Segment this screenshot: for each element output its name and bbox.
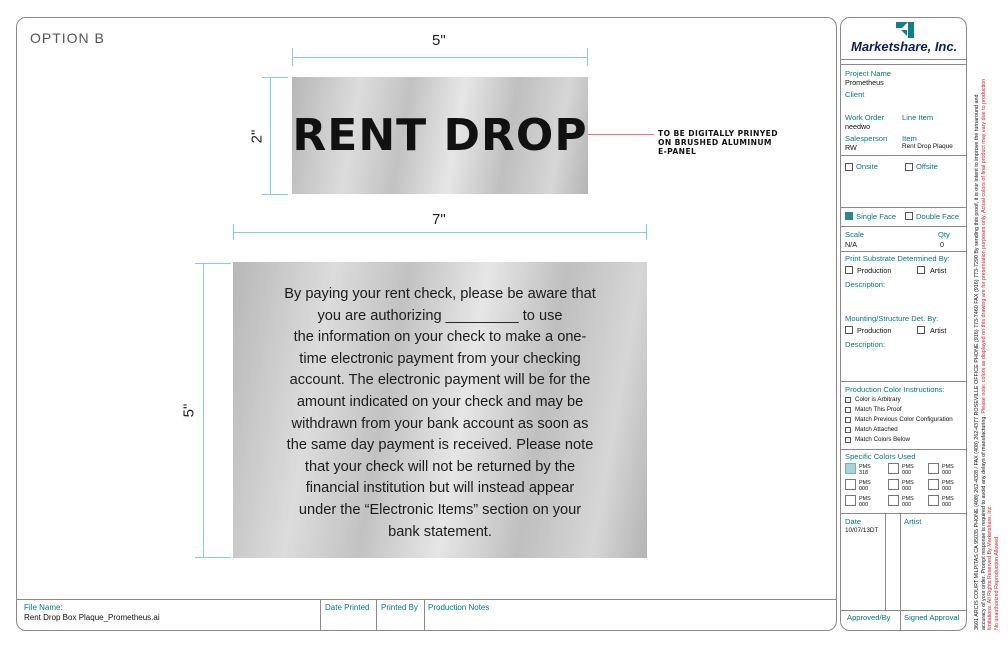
- dimension-tick: [292, 48, 293, 66]
- company-name: Marketshare, Inc.: [851, 39, 958, 54]
- panel-divider: [841, 64, 966, 65]
- item-value: Rent Drop Plaque: [902, 143, 953, 150]
- dimension-tick: [646, 224, 647, 240]
- substrate-production-checkbox[interactable]: [845, 266, 853, 274]
- date-printed-label: Date Printed: [325, 603, 370, 612]
- disclaimer-line-1: 3601 ARCIS COURT MILPITAS CA 95035 PHONE (408) 262-4328 / FAX (408) 262-4377 ROSEVILLE OFFICE PHONE (916) 773-7460 FAX (916) 773-7290 By sending this proof, it is our intent to improve the turnaround and: [974, 94, 980, 630]
- date-value: 10/07/13DT: [845, 527, 879, 534]
- swatch-label: PMS 000: [859, 496, 871, 508]
- notice-line: account. The electronic payment will be for the: [289, 372, 591, 389]
- callout-line: [588, 134, 654, 135]
- approved-by-label: Approved/By: [847, 613, 891, 622]
- panel-divider: [841, 381, 966, 382]
- width-dimension-line: [292, 57, 588, 58]
- color-swatch: [845, 495, 856, 506]
- color-swatch: [845, 479, 856, 490]
- callout-line-2: ON BRUSHED ALUMINUM: [658, 138, 772, 147]
- dimension-tick: [195, 263, 231, 264]
- panel-divider: [900, 513, 901, 631]
- match-below-checkbox[interactable]: [845, 437, 851, 443]
- swatch-label: PMS 000: [902, 464, 914, 476]
- notice-line: that your check will not be returned by the: [304, 458, 576, 475]
- signed-approval-label: Signed Approval: [904, 613, 960, 622]
- payment-notice-plaque: [233, 262, 647, 558]
- notice-line: By paying your rent check, please be aware that: [284, 286, 596, 302]
- substrate-artist-checkbox[interactable]: [917, 266, 925, 274]
- mounting-artist-label: Artist: [930, 326, 947, 335]
- color-swatch: [928, 463, 939, 474]
- substrate-production-label: Production: [857, 266, 892, 275]
- work-order-label: Work Order: [845, 113, 885, 122]
- width-dimension-line: [233, 232, 647, 233]
- notice-line: financial institution but will instead appear: [305, 480, 575, 497]
- height-dimension-line: [270, 77, 271, 194]
- notice-line: the information on your check to make a one-: [293, 329, 587, 346]
- mounting-production-label: Production: [857, 326, 892, 335]
- panel-divider: [885, 513, 886, 610]
- small-height-label: 2": [248, 129, 266, 144]
- panel-divider: [841, 251, 966, 252]
- substrate-artist-label: Artist: [930, 266, 947, 275]
- line-item-label: Line Item: [902, 113, 934, 122]
- artist-column-label: Artist: [904, 517, 922, 526]
- specific-colors-label: Specific Colors Used: [845, 452, 916, 461]
- onsite-label: Onsite: [856, 162, 878, 171]
- notice-line: time electronic payment from your checking: [299, 350, 581, 367]
- dimension-tick: [262, 194, 288, 195]
- height-dimension-line: [203, 263, 204, 558]
- qty-value: 0: [940, 240, 944, 249]
- option-label: OPTION B: [30, 30, 105, 46]
- dimension-tick: [233, 224, 234, 240]
- swatch-label: PMS 000: [942, 464, 954, 476]
- offsite-checkbox[interactable]: [905, 163, 913, 171]
- mounting-description-label: Description:: [845, 340, 886, 349]
- mounting-label: Mounting/Structure Det. By:: [845, 314, 939, 323]
- color-swatch: [928, 479, 939, 490]
- swatch-label: PMS 000: [902, 480, 914, 492]
- panel-divider: [841, 207, 966, 208]
- footer-divider: [17, 599, 836, 600]
- onsite-checkbox[interactable]: [845, 163, 853, 171]
- swatch-label: PMS 000: [902, 496, 914, 508]
- disclaimer-line-3: limitations. All Rights Reserved By Marketshare, Inc.: [987, 505, 993, 630]
- notice-line: amount indicated on your check and may be: [296, 393, 584, 410]
- printed-by-label: Printed By: [381, 603, 418, 612]
- swatch-label: PMS 000: [859, 480, 871, 492]
- double-face-checkbox[interactable]: [905, 212, 913, 220]
- project-name-value: Prometheus: [845, 78, 884, 87]
- large-width-label: 7": [432, 211, 446, 228]
- color-option-label: Match Previous Color Configuration: [855, 416, 953, 423]
- color-arbitrary-checkbox[interactable]: [845, 397, 851, 403]
- swatch-label: PMS 000: [942, 496, 954, 508]
- notice-line: bank statement.: [388, 523, 492, 540]
- plaque-title: RENT DROP: [292, 110, 588, 161]
- match-previous-checkbox[interactable]: [845, 417, 851, 423]
- color-swatch: [888, 495, 899, 506]
- scale-label: Scale: [845, 230, 864, 239]
- swatch-label: PMS 000: [942, 480, 954, 492]
- notice-line: withdrawn from your bank account as soon as: [291, 415, 589, 432]
- client-label: Client: [845, 90, 865, 99]
- file-name-label: File Name:: [24, 603, 63, 612]
- color-swatch: [888, 479, 899, 490]
- mounting-production-checkbox[interactable]: [845, 326, 853, 334]
- panel-divider: [841, 59, 966, 60]
- item-label: Item: [902, 134, 917, 143]
- file-name-value: Rent Drop Box Plaque_Prometheus.ai: [24, 613, 160, 622]
- single-face-label: Single Face: [856, 212, 897, 221]
- title-block-panel: [840, 17, 967, 631]
- notice-line: the same day payment is received. Please note: [286, 437, 594, 454]
- notice-line: under the “Electronic Items” section on your: [298, 501, 582, 518]
- print-substrate-label: Print Substrate Determined By:: [845, 254, 950, 263]
- dimension-tick: [262, 77, 288, 78]
- footer-divider: [376, 599, 377, 631]
- double-face-label: Double Face: [916, 212, 960, 221]
- company-logo-icon: [896, 22, 914, 38]
- match-proof-checkbox[interactable]: [845, 407, 851, 413]
- substrate-description-label: Description:: [845, 280, 886, 289]
- work-order-value: needwo: [845, 122, 871, 131]
- rent-drop-plaque: [292, 77, 588, 194]
- panel-divider: [841, 513, 966, 514]
- disclaimer-line-2: accuracy of your order. Prompt response is required to avoid any delays of manufacturing. Please note: colors as displayed on this drawing are for presentation purposes only. Actual colors of final product may vary due to production: [980, 78, 987, 630]
- offsite-label: Offsite: [916, 162, 938, 171]
- production-notes-label: Production Notes: [428, 603, 490, 612]
- swatch-label: PMS 318: [859, 464, 871, 476]
- panel-divider: [841, 449, 966, 450]
- footer-divider: [320, 599, 321, 631]
- callout-line-1: TO BE DIGITALLY PRINYED: [658, 129, 778, 138]
- mounting-artist-checkbox[interactable]: [917, 326, 925, 334]
- panel-divider: [841, 155, 966, 156]
- color-swatch: [845, 463, 856, 474]
- color-option-label: Color is Arbitrary: [855, 396, 901, 403]
- small-width-label: 5": [432, 32, 446, 49]
- scale-value: N/A: [845, 240, 857, 249]
- color-option-label: Match Attached: [855, 426, 898, 433]
- color-instructions-label: Production Color Instructions:: [845, 385, 945, 394]
- salesperson-value: RW: [845, 143, 857, 152]
- color-option-label: Match This Proof: [855, 406, 902, 413]
- color-option-label: Match Colors Below: [855, 436, 911, 443]
- color-swatch: [928, 495, 939, 506]
- date-label: Date: [845, 517, 862, 526]
- single-face-checkbox[interactable]: [845, 212, 853, 220]
- panel-divider: [841, 226, 966, 227]
- callout-line-3: E-PANEL: [658, 147, 697, 156]
- vertical-disclaimer: [974, 10, 1000, 630]
- project-name-label: Project Name: [845, 69, 892, 78]
- color-swatch: [888, 463, 899, 474]
- footer-divider: [424, 599, 425, 631]
- dimension-tick: [587, 48, 588, 66]
- qty-label: Qty: [938, 230, 950, 239]
- disclaimer-line-4: No unauthorized Reproduction Allowed.: [993, 535, 1000, 630]
- notice-line: you are authorizing _________ to use: [317, 307, 563, 324]
- salesperson-label: Salesperson: [845, 134, 888, 143]
- callout-text: [658, 129, 778, 156]
- large-height-label: 5": [180, 403, 198, 418]
- match-attached-checkbox[interactable]: [845, 427, 851, 433]
- dimension-tick: [195, 557, 231, 558]
- panel-divider: [841, 610, 966, 611]
